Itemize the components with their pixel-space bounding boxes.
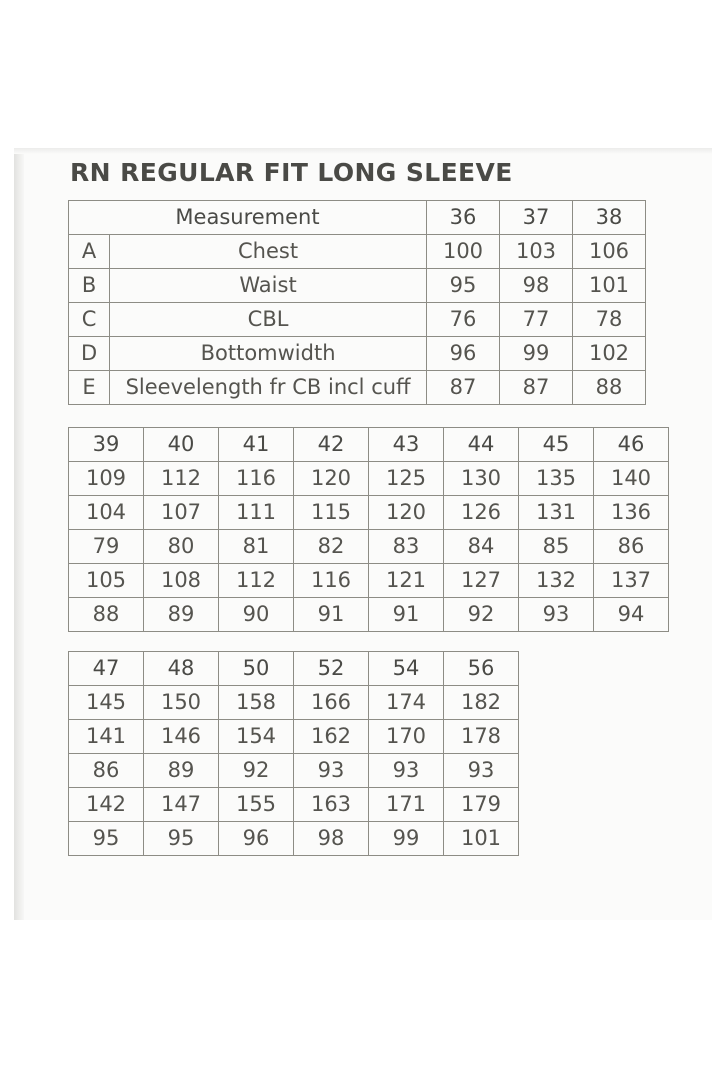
cell-value: 106 <box>573 235 646 269</box>
size-header: 43 <box>369 428 444 462</box>
size-table-primary <box>68 200 646 405</box>
cell-value: 86 <box>594 530 669 564</box>
size-header: 42 <box>294 428 369 462</box>
cell-value: 87 <box>427 371 500 405</box>
cell-value: 137 <box>594 564 669 598</box>
size-header: 52 <box>294 652 369 686</box>
size-header: 47 <box>69 652 144 686</box>
table-row <box>69 303 646 337</box>
size-header: 37 <box>500 201 573 235</box>
cell-value: 154 <box>219 720 294 754</box>
cell-value: 107 <box>144 496 219 530</box>
size-header: 48 <box>144 652 219 686</box>
cell-value: 98 <box>500 269 573 303</box>
cell-value: 89 <box>144 754 219 788</box>
cell-value: 104 <box>69 496 144 530</box>
table-header-row <box>69 652 519 686</box>
table-row <box>69 371 646 405</box>
cell-value: 92 <box>219 754 294 788</box>
cell-value: 88 <box>69 598 144 632</box>
cell-value: 178 <box>444 720 519 754</box>
table-row <box>69 496 669 530</box>
size-header: 39 <box>69 428 144 462</box>
cell-value: 96 <box>427 337 500 371</box>
cell-value: 115 <box>294 496 369 530</box>
size-header: 56 <box>444 652 519 686</box>
page-title: RN REGULAR FIT LONG SLEEVE <box>70 158 513 187</box>
table-row <box>69 269 646 303</box>
row-code: B <box>69 269 110 303</box>
cell-value: 93 <box>444 754 519 788</box>
row-measurement: Waist <box>110 269 427 303</box>
cell-value: 120 <box>294 462 369 496</box>
table-row <box>69 822 519 856</box>
size-header: 54 <box>369 652 444 686</box>
cell-value: 130 <box>444 462 519 496</box>
cell-value: 95 <box>69 822 144 856</box>
table-row <box>69 235 646 269</box>
cell-value: 132 <box>519 564 594 598</box>
table-header-row <box>69 201 646 235</box>
cell-value: 76 <box>427 303 500 337</box>
cell-value: 136 <box>594 496 669 530</box>
cell-value: 158 <box>219 686 294 720</box>
cell-value: 170 <box>369 720 444 754</box>
cell-value: 108 <box>144 564 219 598</box>
row-measurement: CBL <box>110 303 427 337</box>
cell-value: 162 <box>294 720 369 754</box>
cell-value: 125 <box>369 462 444 496</box>
cell-value: 101 <box>573 269 646 303</box>
cell-value: 80 <box>144 530 219 564</box>
cell-value: 112 <box>219 564 294 598</box>
cell-value: 146 <box>144 720 219 754</box>
cell-value: 135 <box>519 462 594 496</box>
cell-value: 84 <box>444 530 519 564</box>
cell-value: 89 <box>144 598 219 632</box>
cell-value: 92 <box>444 598 519 632</box>
cell-value: 141 <box>69 720 144 754</box>
cell-value: 163 <box>294 788 369 822</box>
cell-value: 99 <box>500 337 573 371</box>
cell-value: 87 <box>500 371 573 405</box>
cell-value: 95 <box>427 269 500 303</box>
cell-value: 91 <box>369 598 444 632</box>
cell-value: 116 <box>219 462 294 496</box>
size-header: 36 <box>427 201 500 235</box>
cell-value: 103 <box>500 235 573 269</box>
cell-value: 99 <box>369 822 444 856</box>
size-header: 46 <box>594 428 669 462</box>
cell-value: 111 <box>219 496 294 530</box>
cell-value: 109 <box>69 462 144 496</box>
cell-value: 93 <box>369 754 444 788</box>
table-row <box>69 462 669 496</box>
cell-value: 166 <box>294 686 369 720</box>
cell-value: 131 <box>519 496 594 530</box>
cell-value: 127 <box>444 564 519 598</box>
size-table-tertiary <box>68 651 519 856</box>
row-measurement: Chest <box>110 235 427 269</box>
table-row <box>69 564 669 598</box>
row-code: E <box>69 371 110 405</box>
cell-value: 147 <box>144 788 219 822</box>
cell-value: 155 <box>219 788 294 822</box>
cell-value: 93 <box>294 754 369 788</box>
cell-value: 98 <box>294 822 369 856</box>
cell-value: 90 <box>219 598 294 632</box>
cell-value: 81 <box>219 530 294 564</box>
cell-value: 120 <box>369 496 444 530</box>
table-row <box>69 720 519 754</box>
cell-value: 100 <box>427 235 500 269</box>
cell-value: 105 <box>69 564 144 598</box>
cell-value: 112 <box>144 462 219 496</box>
table-row <box>69 530 669 564</box>
cell-value: 179 <box>444 788 519 822</box>
table-header-row <box>69 428 669 462</box>
cell-value: 94 <box>594 598 669 632</box>
size-header: 41 <box>219 428 294 462</box>
cell-value: 102 <box>573 337 646 371</box>
cell-value: 86 <box>69 754 144 788</box>
cell-value: 150 <box>144 686 219 720</box>
cell-value: 182 <box>444 686 519 720</box>
table-row <box>69 754 519 788</box>
cell-value: 121 <box>369 564 444 598</box>
cell-value: 82 <box>294 530 369 564</box>
cell-value: 78 <box>573 303 646 337</box>
table-row <box>69 337 646 371</box>
cell-value: 171 <box>369 788 444 822</box>
cell-value: 140 <box>594 462 669 496</box>
row-code: C <box>69 303 110 337</box>
cell-value: 83 <box>369 530 444 564</box>
size-header: 50 <box>219 652 294 686</box>
table-row <box>69 686 519 720</box>
cell-value: 88 <box>573 371 646 405</box>
cell-value: 174 <box>369 686 444 720</box>
cell-value: 116 <box>294 564 369 598</box>
cell-value: 77 <box>500 303 573 337</box>
row-measurement: Bottomwidth <box>110 337 427 371</box>
row-measurement: Sleevelength fr CB incl cuff <box>110 371 427 405</box>
cell-value: 145 <box>69 686 144 720</box>
size-header: 40 <box>144 428 219 462</box>
cell-value: 85 <box>519 530 594 564</box>
cell-value: 91 <box>294 598 369 632</box>
cell-value: 79 <box>69 530 144 564</box>
cell-value: 96 <box>219 822 294 856</box>
cell-value: 95 <box>144 822 219 856</box>
cell-value: 93 <box>519 598 594 632</box>
table-row <box>69 788 519 822</box>
measurement-header: Measurement <box>69 201 427 235</box>
cell-value: 126 <box>444 496 519 530</box>
row-code: A <box>69 235 110 269</box>
size-table-secondary <box>68 427 669 632</box>
row-code: D <box>69 337 110 371</box>
cell-value: 142 <box>69 788 144 822</box>
size-header: 38 <box>573 201 646 235</box>
size-header: 45 <box>519 428 594 462</box>
size-header: 44 <box>444 428 519 462</box>
cell-value: 101 <box>444 822 519 856</box>
table-row <box>69 598 669 632</box>
